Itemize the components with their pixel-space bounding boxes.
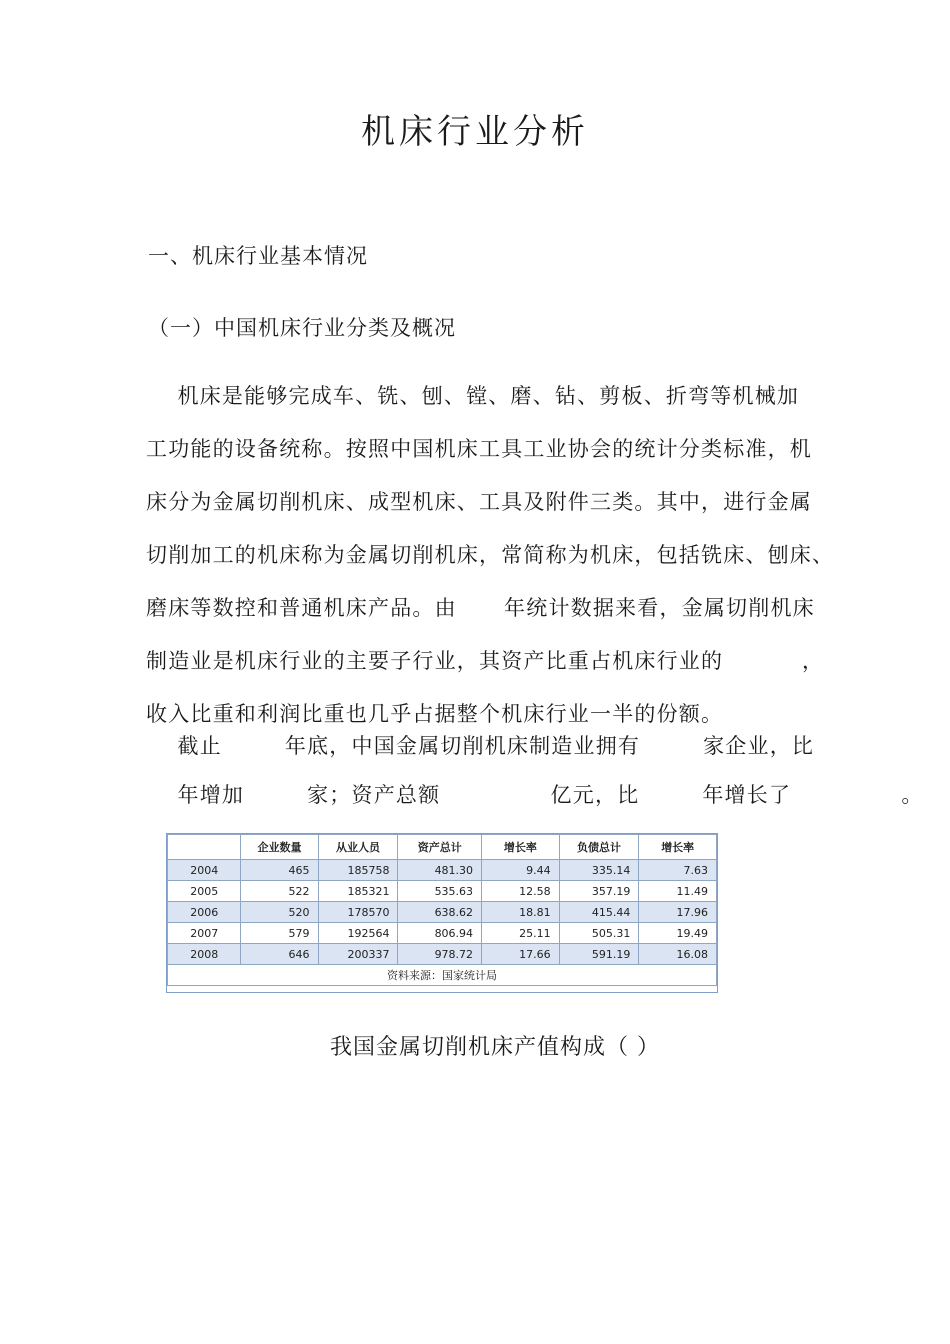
table-row bbox=[168, 944, 717, 965]
paragraph-line: 制造业是机床行业的主要子行业，其资产比重占机床行业的 ， bbox=[146, 649, 825, 673]
table-row bbox=[168, 881, 717, 902]
table-cell: 11.49 bbox=[639, 881, 717, 902]
table-cell: 806.94 bbox=[398, 923, 482, 944]
paragraph-line: 切削加工的机床称为金属切削机床，常简称为机床，包括铣床、刨床、 bbox=[146, 543, 835, 567]
table-cell: 12.58 bbox=[482, 881, 560, 902]
table-header-row bbox=[168, 835, 717, 860]
table-cell: 192564 bbox=[318, 923, 398, 944]
table-cell: 2008 bbox=[168, 944, 241, 965]
table-cell: 638.62 bbox=[398, 902, 482, 923]
paragraph-line: 机床是能够完成车、铣、刨、镗、磨、钻、剪板、折弯等机械加 bbox=[146, 384, 800, 408]
table-cell: 2007 bbox=[168, 923, 241, 944]
table-cell: 9.44 bbox=[482, 860, 560, 881]
paragraph-line: 收入比重和利润比重也几乎占据整个机床行业一半的份额。 bbox=[146, 702, 724, 726]
table-cell: 18.81 bbox=[482, 902, 560, 923]
table-header-cell: 资产总计 bbox=[398, 835, 482, 860]
table-cell: 19.49 bbox=[639, 923, 717, 944]
table-cell: 335.14 bbox=[559, 860, 639, 881]
table-cell: 25.11 bbox=[482, 923, 560, 944]
table-cell: 978.72 bbox=[398, 944, 482, 965]
page-title: 机床行业分析 bbox=[361, 112, 589, 152]
table-cell: 2006 bbox=[168, 902, 241, 923]
table-cell: 465 bbox=[241, 860, 318, 881]
table-source-note: 资料来源：国家统计局 bbox=[168, 965, 717, 986]
table-cell: 591.19 bbox=[559, 944, 639, 965]
figure-caption: 我国金属切削机床产值构成（ ） bbox=[330, 1035, 660, 1060]
table-header-cell bbox=[168, 835, 241, 860]
table-cell: 185321 bbox=[318, 881, 398, 902]
table-row bbox=[168, 902, 717, 923]
paragraph-line: 截止 年底，中国金属切削机床制造业拥有 家企业，比 bbox=[146, 734, 815, 758]
table-cell: 646 bbox=[241, 944, 318, 965]
table-row bbox=[168, 923, 717, 944]
table-cell: 2005 bbox=[168, 881, 241, 902]
table-cell: 505.31 bbox=[559, 923, 639, 944]
paragraph-line: 床分为金属切削机床、成型机床、工具及附件三类。其中，进行金属 bbox=[146, 490, 812, 514]
table-cell: 415.44 bbox=[559, 902, 639, 923]
table-cell: 520 bbox=[241, 902, 318, 923]
table-cell: 579 bbox=[241, 923, 318, 944]
table-row bbox=[168, 860, 717, 881]
table-cell: 178570 bbox=[318, 902, 398, 923]
table-header-cell: 从业人员 bbox=[318, 835, 398, 860]
table-cell: 16.08 bbox=[639, 944, 717, 965]
table-header-cell: 企业数量 bbox=[241, 835, 318, 860]
table-cell: 535.63 bbox=[398, 881, 482, 902]
section-heading: 一、机床行业基本情况 bbox=[148, 244, 368, 268]
statistics-table bbox=[166, 833, 718, 993]
table-cell: 481.30 bbox=[398, 860, 482, 881]
table-cell: 17.66 bbox=[482, 944, 560, 965]
table-cell: 17.96 bbox=[639, 902, 717, 923]
paragraph-line: 磨床等数控和普通机床产品。由 年统计数据来看，金属切削机床 bbox=[146, 596, 815, 620]
table-source-row bbox=[168, 965, 717, 986]
paragraph-line: 年增加 家；资产总额 亿元，比 年增长了 。 bbox=[146, 783, 924, 807]
table-header-cell: 负债总计 bbox=[559, 835, 639, 860]
table-cell: 522 bbox=[241, 881, 318, 902]
paragraph-line: 工功能的设备统称。按照中国机床工具工业协会的统计分类标准，机 bbox=[146, 437, 812, 461]
table-cell: 2004 bbox=[168, 860, 241, 881]
table-cell: 7.63 bbox=[639, 860, 717, 881]
table-cell: 200337 bbox=[318, 944, 398, 965]
table-header-cell: 增长率 bbox=[482, 835, 560, 860]
subsection-heading: （一）中国机床行业分类及概况 bbox=[148, 316, 456, 340]
table-header-cell: 增长率 bbox=[639, 835, 717, 860]
table-cell: 357.19 bbox=[559, 881, 639, 902]
table-cell: 185758 bbox=[318, 860, 398, 881]
